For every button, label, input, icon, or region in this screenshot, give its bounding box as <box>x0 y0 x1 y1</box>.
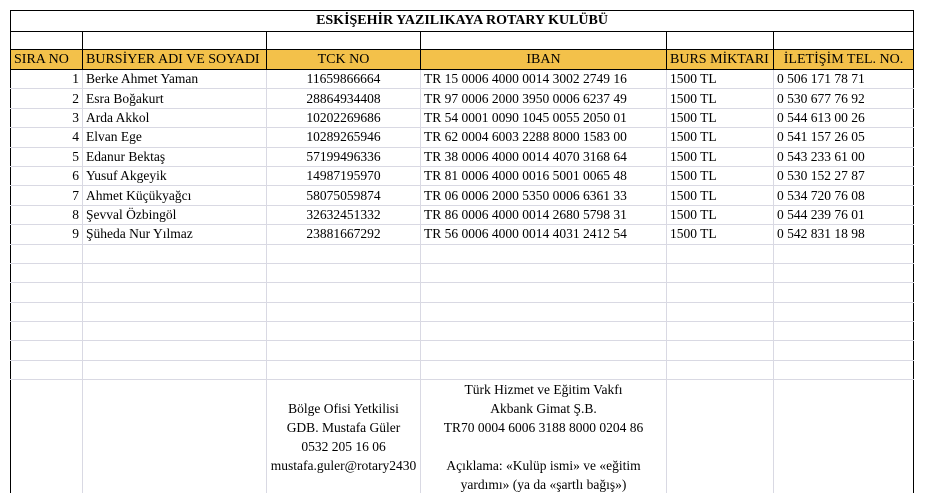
name-cell[interactable]: Berke Ahmet Yaman <box>83 70 267 89</box>
note-line: Açıklama: «Kulüp ismi» ve «eğitim <box>446 458 641 474</box>
cell[interactable] <box>11 244 83 263</box>
tck-cell[interactable]: 32632451332 <box>267 205 421 224</box>
name-cell[interactable]: Arda Akkol <box>83 108 267 127</box>
iban-cell[interactable]: TR 06 0006 2000 5350 0006 6361 33 <box>421 186 667 205</box>
cell[interactable] <box>83 341 267 360</box>
cell[interactable] <box>11 263 83 282</box>
cell[interactable] <box>267 263 421 282</box>
cell[interactable] <box>267 244 421 263</box>
phone-cell[interactable]: 0 506 171 78 71 <box>774 70 914 89</box>
scholarship-table <box>10 10 914 493</box>
phone-cell[interactable]: 0 534 720 76 08 <box>774 186 914 205</box>
cell[interactable] <box>774 380 914 493</box>
spacer <box>424 437 663 456</box>
iban-cell[interactable]: TR 38 0006 4000 0014 4070 3168 64 <box>421 147 667 166</box>
amount-cell[interactable]: 1500 TL <box>667 128 774 147</box>
cell[interactable] <box>83 360 267 379</box>
bank-info-cell[interactable] <box>421 380 667 493</box>
tck-cell[interactable]: 57199496336 <box>267 147 421 166</box>
iban-cell[interactable]: TR 54 0001 0090 1045 0055 2050 01 <box>421 108 667 127</box>
cell[interactable] <box>421 263 667 282</box>
empty-row <box>11 341 914 360</box>
table-row <box>11 166 914 185</box>
sira-no-cell[interactable]: 7 <box>11 186 83 205</box>
cell[interactable] <box>267 283 421 302</box>
name-cell[interactable]: Elvan Ege <box>83 128 267 147</box>
iban-cell[interactable]: TR 86 0006 4000 0014 2680 5798 31 <box>421 205 667 224</box>
cell[interactable] <box>267 360 421 379</box>
amount-cell[interactable]: 1500 TL <box>667 225 774 244</box>
iban-cell[interactable]: TR 97 0006 2000 3950 0006 6237 49 <box>421 89 667 108</box>
table-row <box>11 205 914 224</box>
sira-no-cell[interactable]: 5 <box>11 147 83 166</box>
iban-cell[interactable]: TR 81 0006 4000 0016 5001 0065 48 <box>421 166 667 185</box>
cell[interactable] <box>774 322 914 341</box>
sira-no-cell[interactable]: 8 <box>11 205 83 224</box>
cell[interactable] <box>267 341 421 360</box>
table-row <box>11 128 914 147</box>
sira-no-cell[interactable]: 3 <box>11 108 83 127</box>
official-contact-cell[interactable] <box>267 380 421 493</box>
sira-no-cell[interactable]: 4 <box>11 128 83 147</box>
cell[interactable] <box>11 283 83 302</box>
header-row <box>11 50 914 70</box>
amount-cell[interactable]: 1500 TL <box>667 89 774 108</box>
tck-cell[interactable]: 10202269686 <box>267 108 421 127</box>
empty-row <box>11 244 914 263</box>
blank-row <box>11 32 914 50</box>
cell[interactable] <box>83 32 267 50</box>
cell[interactable] <box>774 244 914 263</box>
cell[interactable] <box>667 360 774 379</box>
tck-cell[interactable]: 10289265946 <box>267 128 421 147</box>
spreadsheet <box>10 10 913 493</box>
amount-cell[interactable]: 1500 TL <box>667 186 774 205</box>
cell[interactable] <box>421 322 667 341</box>
cell[interactable] <box>11 341 83 360</box>
sira-no-cell[interactable]: 2 <box>11 89 83 108</box>
sira-no-cell[interactable]: 6 <box>11 166 83 185</box>
name-cell[interactable]: Şüheda Nur Yılmaz <box>83 225 267 244</box>
cell[interactable] <box>667 302 774 321</box>
tck-cell[interactable]: 23881667292 <box>267 225 421 244</box>
title-row <box>11 11 914 32</box>
name-cell[interactable]: Yusuf Akgeyik <box>83 166 267 185</box>
table-row <box>11 89 914 108</box>
official-line: Bölge Ofisi Yetkilisi <box>288 401 399 417</box>
phone-cell[interactable]: 0 543 233 61 00 <box>774 147 914 166</box>
empty-row <box>11 360 914 379</box>
cell[interactable] <box>83 322 267 341</box>
phone-cell[interactable]: 0 530 152 27 87 <box>774 166 914 185</box>
bank-line: Türk Hizmet ve Eğitim Vakfı <box>464 382 623 398</box>
official-line: mustafa.guler@rotary2430 <box>270 458 417 474</box>
sheet-title[interactable]: ESKİŞEHİR YAZILIKAYA ROTARY KULÜBÜ <box>11 11 914 32</box>
iban-cell[interactable]: TR 15 0006 4000 0014 3002 2749 16 <box>421 70 667 89</box>
cell[interactable] <box>774 32 914 50</box>
cell[interactable] <box>774 263 914 282</box>
amount-cell[interactable]: 1500 TL <box>667 108 774 127</box>
cell[interactable] <box>421 360 667 379</box>
amount-cell[interactable]: 1500 TL <box>667 205 774 224</box>
cell[interactable] <box>11 322 83 341</box>
header-iban[interactable]: IBAN <box>421 50 667 70</box>
cell[interactable] <box>267 32 421 50</box>
amount-cell[interactable]: 1500 TL <box>667 70 774 89</box>
tck-cell[interactable]: 11659866664 <box>267 70 421 89</box>
table-row <box>11 186 914 205</box>
iban-cell[interactable]: TR 62 0004 6003 2288 8000 1583 00 <box>421 128 667 147</box>
cell[interactable] <box>83 263 267 282</box>
footer-row <box>11 380 914 493</box>
header-bursiyer-adi[interactable]: BURSİYER ADI VE SOYADI <box>83 50 267 70</box>
cell[interactable] <box>83 302 267 321</box>
cell[interactable] <box>667 322 774 341</box>
bank-line: Akbank Gimat Ş.B. <box>490 401 597 417</box>
header-iletisim[interactable]: İLETİŞİM TEL. NO. <box>774 50 914 70</box>
phone-cell[interactable]: 0 541 157 26 05 <box>774 128 914 147</box>
name-cell[interactable]: Esra Boğakurt <box>83 89 267 108</box>
cell[interactable] <box>667 244 774 263</box>
empty-row <box>11 302 914 321</box>
amount-cell[interactable]: 1500 TL <box>667 166 774 185</box>
phone-cell[interactable]: 0 544 613 00 26 <box>774 108 914 127</box>
cell[interactable] <box>667 283 774 302</box>
cell[interactable] <box>83 380 267 493</box>
official-line: GDB. Mustafa Güler <box>286 420 401 436</box>
phone-cell[interactable]: 0 544 239 76 01 <box>774 205 914 224</box>
official-line: 0532 205 16 06 <box>301 439 386 455</box>
bank-line: TR70 0004 6006 3188 8000 0204 86 <box>443 420 644 436</box>
table-row <box>11 147 914 166</box>
cell[interactable] <box>774 360 914 379</box>
cell[interactable] <box>421 283 667 302</box>
spacer <box>270 475 417 493</box>
iban-cell[interactable]: TR 56 0006 4000 0014 4031 2412 54 <box>421 225 667 244</box>
cell[interactable] <box>774 341 914 360</box>
cell[interactable] <box>11 302 83 321</box>
header-burs-miktari[interactable]: BURS MİKTARI <box>667 50 774 70</box>
table-row <box>11 70 914 89</box>
cell[interactable] <box>774 302 914 321</box>
name-cell[interactable]: Edanur Bektaş <box>83 147 267 166</box>
cell[interactable] <box>667 263 774 282</box>
cell[interactable] <box>667 32 774 50</box>
cell[interactable] <box>11 380 83 493</box>
cell[interactable] <box>83 283 267 302</box>
name-cell[interactable]: Ahmet Küçükyağcı <box>83 186 267 205</box>
cell[interactable] <box>667 341 774 360</box>
cell[interactable] <box>267 302 421 321</box>
cell[interactable] <box>11 32 83 50</box>
header-tck-no[interactable]: TCK NO <box>267 50 421 70</box>
header-sira-no[interactable]: SIRA NO <box>11 50 83 70</box>
tck-cell[interactable]: 14987195970 <box>267 166 421 185</box>
table-row <box>11 108 914 127</box>
name-cell[interactable]: Şevval Özbingöl <box>83 205 267 224</box>
phone-cell[interactable]: 0 542 831 18 98 <box>774 225 914 244</box>
empty-row <box>11 263 914 282</box>
cell[interactable] <box>667 380 774 493</box>
cell[interactable] <box>11 360 83 379</box>
amount-cell[interactable]: 1500 TL <box>667 147 774 166</box>
cell[interactable] <box>83 244 267 263</box>
phone-cell[interactable]: 0 530 677 76 92 <box>774 89 914 108</box>
cell[interactable] <box>267 322 421 341</box>
cell[interactable] <box>421 302 667 321</box>
cell[interactable] <box>421 244 667 263</box>
empty-row <box>11 322 914 341</box>
tck-cell[interactable]: 58075059874 <box>267 186 421 205</box>
table-row <box>11 225 914 244</box>
cell[interactable] <box>421 32 667 50</box>
cell[interactable] <box>421 341 667 360</box>
cell[interactable] <box>774 283 914 302</box>
tck-cell[interactable]: 28864934408 <box>267 89 421 108</box>
sira-no-cell[interactable]: 9 <box>11 225 83 244</box>
empty-row <box>11 283 914 302</box>
note-line: yardımı» (ya da «şartlı bağış») <box>460 477 627 493</box>
sira-no-cell[interactable]: 1 <box>11 70 83 89</box>
